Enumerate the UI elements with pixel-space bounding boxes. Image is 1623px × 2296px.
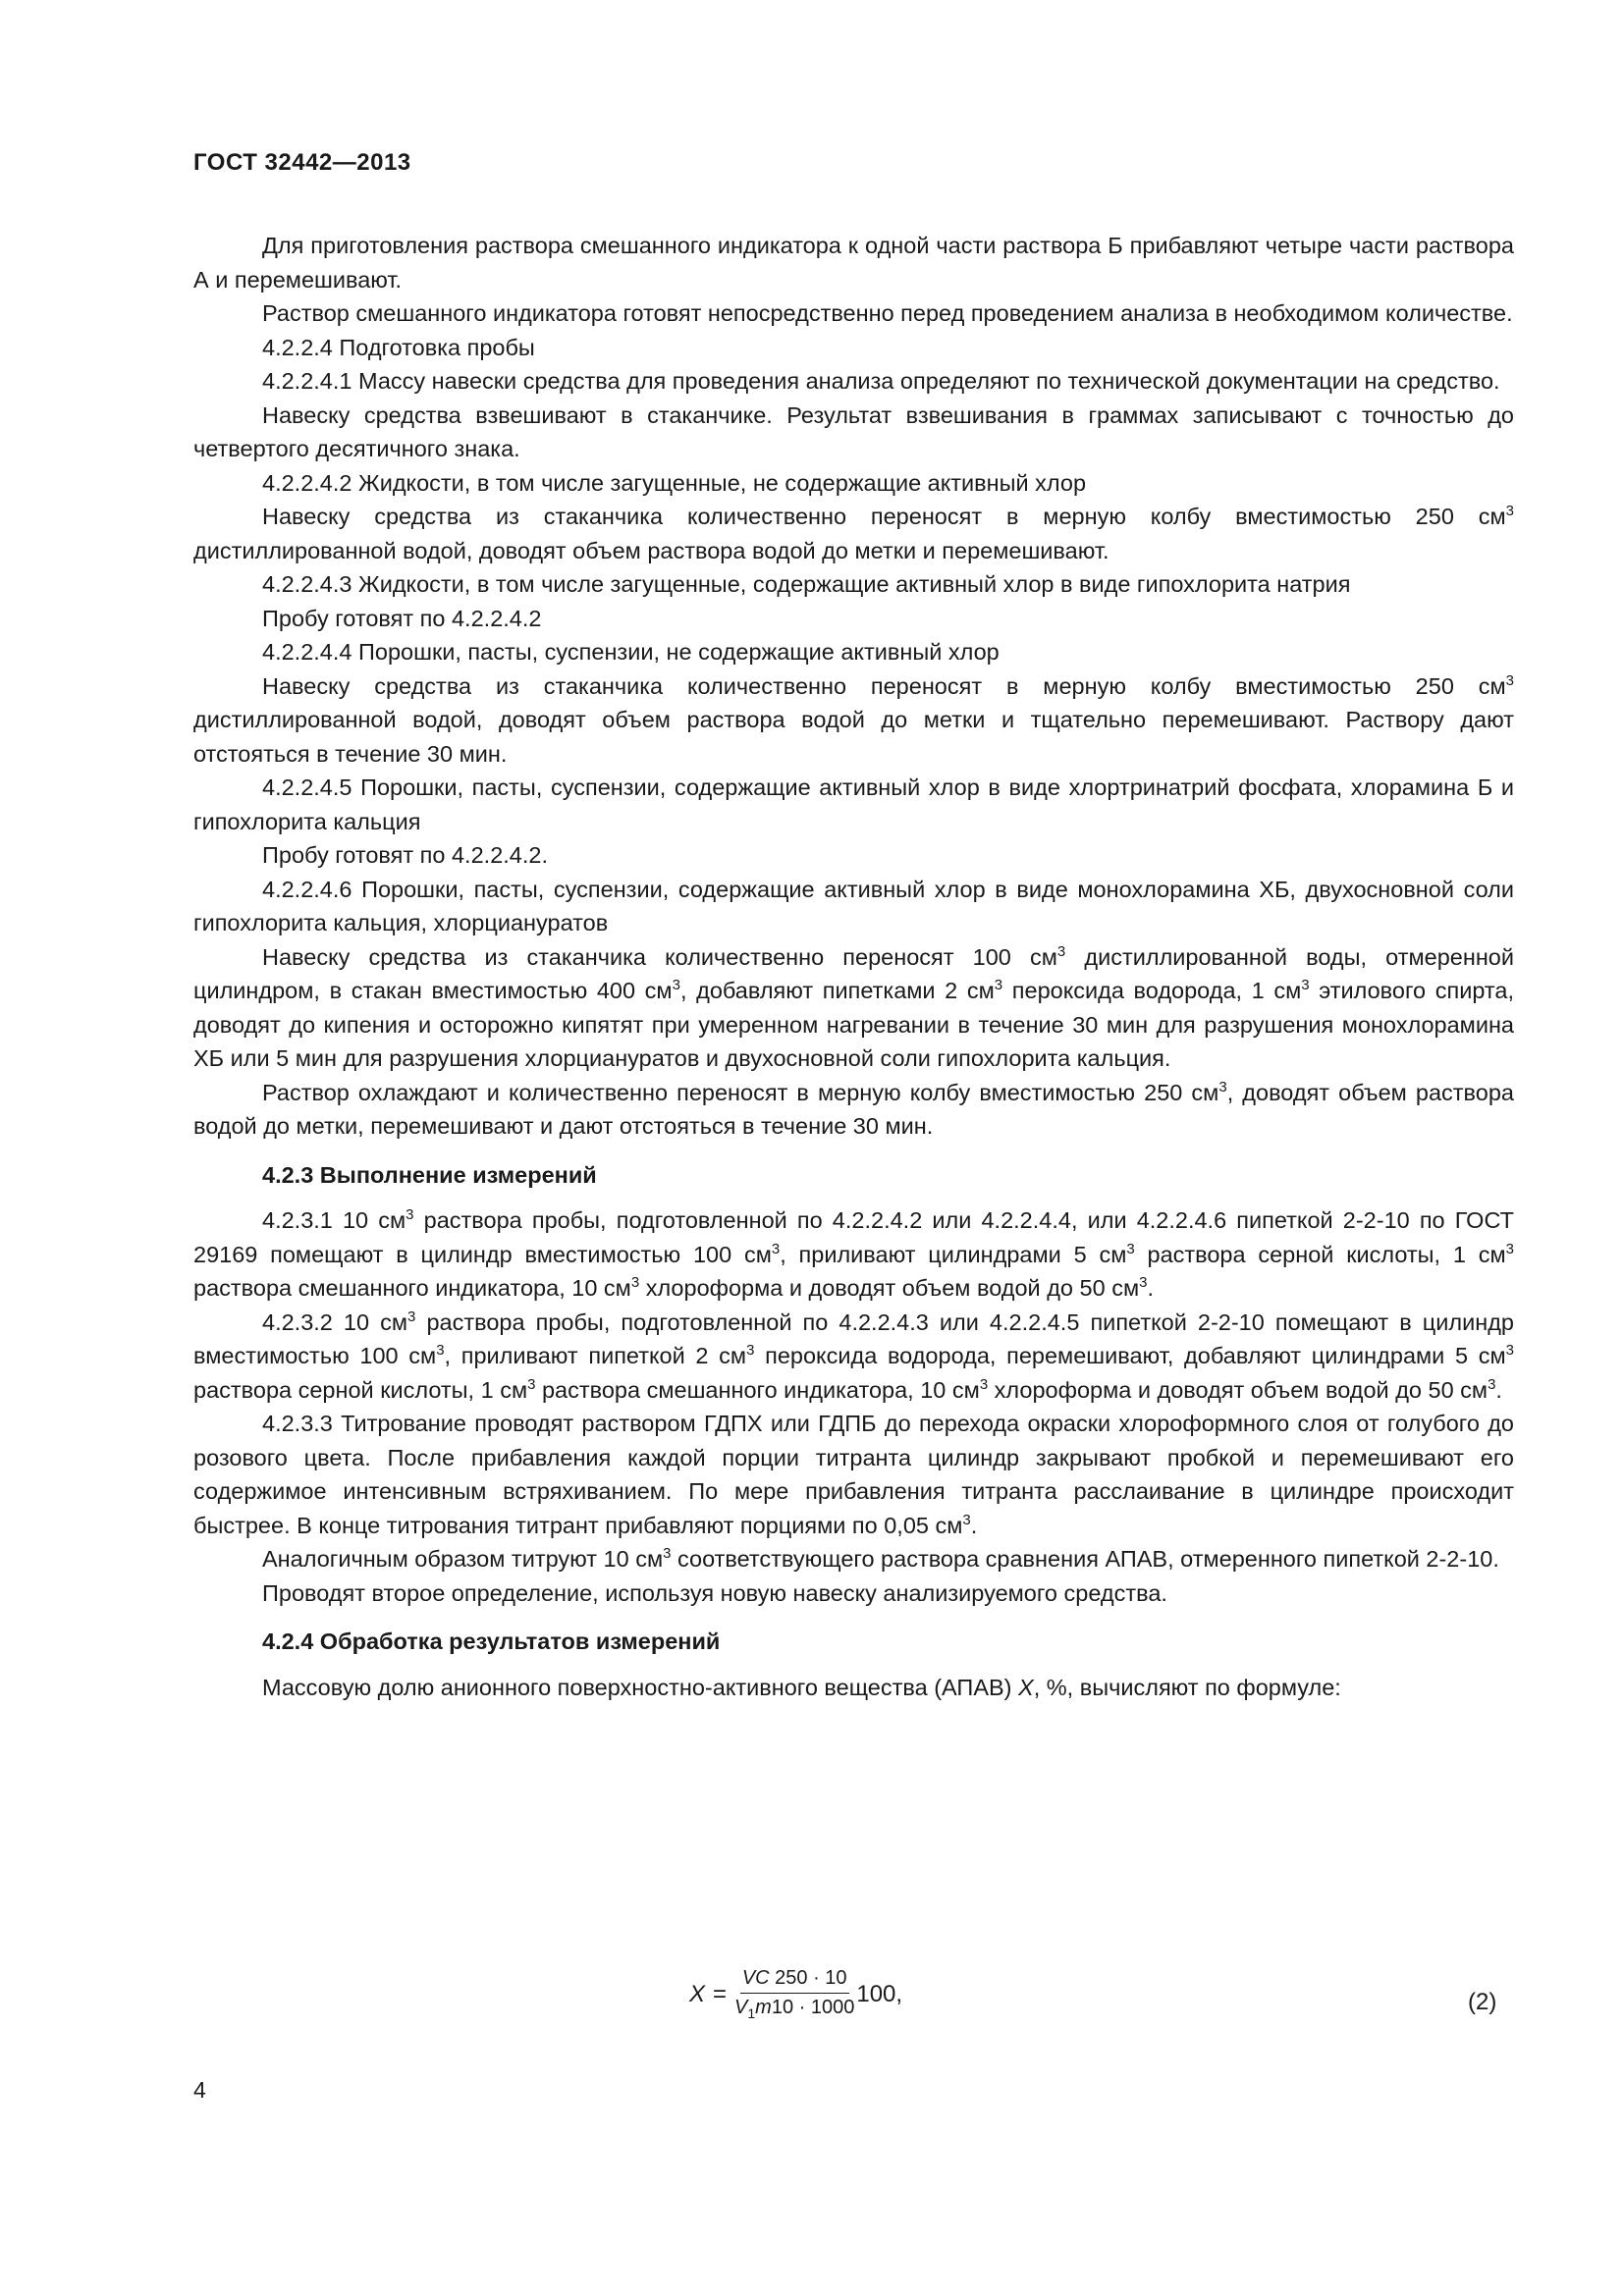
formula-tail: 100,	[856, 1980, 903, 2007]
paragraph: Массовую долю анионного поверхностно-активного вещества (АПАВ) X, %, вычисляют по формуле:	[262, 1674, 1341, 1700]
document-header: ГОСТ 32442—2013	[193, 149, 411, 176]
formula-numerator: VC 250 · 10	[740, 1967, 849, 1994]
paragraph: Навеску средства из стаканчика количественно переносят в мерную колбу вместимостью 250 $см^3$ дистиллированной водой, доводят объем раствора водой до метки и перемешивают.	[193, 503, 1514, 563]
paragraph: Раствор смешанного индикатора готовят непосредственно перед проведением анализа в необходимом количестве.	[262, 300, 1513, 326]
paragraph: Раствор охлаждают и количественно переносят в мерную колбу вместимостью 250 $см^3$, доводят объем раствора водой до метки, перемешивают и дают отстояться в течение 30 мин.	[193, 1078, 1514, 1139]
paragraph: 4.2.3.1 10 $см^3$ раствора пробы, подготовленной по 4.2.2.4.2 или 4.2.2.4.4, или 4.2.2.4.6 пипеткой 2-2-10 по ГОСТ 29169 помещают в цилиндр вместимостью 100 $см^3$, приливают цилиндрами 5 $см^3$ раствора серной кислоты, 1 $см^3$ раствора смешанного индикатора, 10 $см^3$ хлороформа и доводят объем водой до 50 $см^3$.	[193, 1206, 1514, 1301]
paragraph: Навеску средства взвешивают в стаканчике. Результат взвешивания в граммах записывают с точностью до четвертого десятичного знака.	[193, 401, 1514, 461]
paragraph: Навеску средства из стаканчика количественно переносят в мерную колбу вместимостью 250 $см^3$ дистиллированной водой, доводят объем раствора водой до метки и тщательно перемешивают. Раствору дают отстояться в течение 30 мин.	[193, 671, 1514, 767]
formula-number: (2)	[1468, 1989, 1497, 2015]
paragraph: 4.2.2.4.4 Порошки, пасты, суспензии, не содержащие активный хлор	[262, 639, 1000, 665]
paragraph: 4.2.2.4.5 Порошки, пасты, суспензии, содержащие активный хлор в виде хлортринатрий фосфата, хлорамина Б и гипохлорита кальция	[193, 774, 1514, 834]
paragraph: Навеску средства из стаканчика количественно переносят 100 $см^3$ дистиллированной воды, отмеренной цилиндром, в стакан вместимостью 400 $см^3$, добавляют пипетками 2 $см^3$ пероксида водорода, 1 $см^3$ этилового спирта, доводят до кипения и осторожно кипятят при умеренном нагревании в течение 30 мин для разрушения монохлорамина ХБ или 5 мин для разрушения хлорциануратов и двухосновной соли гипохлорита кальция.	[193, 942, 1514, 1071]
paragraph: 4.2.2.4.2 Жидкости, в том числе загущенные, не содержащие активный хлор	[262, 469, 1087, 496]
formula-lhs: X	[689, 1980, 706, 2007]
paragraph: Пробу готовят по 4.2.2.4.2	[262, 605, 542, 631]
section-heading: 4.2.3 Выполнение измерений	[262, 1161, 597, 1188]
paragraph: 4.2.3.3 Титрование проводят раствором ГДПХ или ГДПБ до перехода окраски хлороформного слоя от голубого до розового цвета. После прибавления каждой порции титранта цилиндр закрывают пробкой и перемешивают его содержимое интенсивным встряхиванием. По мере прибавления титранта расслаивание в цилиндре происходит быстрее. В конце титрования титрант прибавляют порциями по 0,05 $см^3$.	[193, 1411, 1514, 1538]
formula-block	[0, 1959, 1623, 2048]
paragraph: 4.2.2.4.6 Порошки, пасты, суспензии, содержащие активный хлор в виде монохлорамина ХБ, двухосновной соли гипохлорита кальция, хлорциануратов	[193, 876, 1514, 935]
document-body	[193, 229, 1514, 1704]
formula-denominator: $V_1m10 \cdot 1000$	[734, 1997, 855, 2021]
page-number: 4	[193, 2077, 206, 2103]
paragraph: Аналогичным образом титруют 10 $см^3$ соответствующего раствора сравнения АПАВ, отмеренного пипеткой 2-2-10.	[262, 1545, 1499, 1572]
paragraph: 4.2.2.4.3 Жидкости, в том числе загущенные, содержащие активный хлор в виде гипохлорита натрия	[262, 571, 1351, 597]
formula-equals: =	[713, 1980, 728, 2007]
formula-fraction	[734, 1967, 854, 2021]
paragraph: 4.2.2.4.1 Массу навески средства для проведения анализа определяют по технической документации на средство.	[262, 368, 1500, 394]
formula	[689, 1967, 902, 2021]
paragraph: Проводят второе определение, используя новую навеску анализируемого средства.	[262, 1579, 1167, 1606]
subsection-heading: 4.2.2.4 Подготовка пробы	[262, 334, 535, 360]
section-heading: 4.2.4 Обработка результатов измерений	[262, 1629, 721, 1654]
paragraph: 4.2.3.2 10 $см^3$ раствора пробы, подготовленной по 4.2.2.4.3 или 4.2.2.4.5 пипеткой 2-2-10 помещают в цилиндр вместимостью 100 $см^3$, приливают пипеткой 2 $см^3$ пероксида водорода, перемешивают, добавляют цилиндрами 5 $см^3$ раствора серной кислоты, 1 $см^3$ раствора смешанного индикатора, 10 $см^3$ хлороформа и доводят объем водой до 50 $см^3$.	[193, 1308, 1514, 1403]
paragraph: Для приготовления раствора смешанного индикатора к одной части раствора Б прибавляют четыре части раствора А и перемешивают.	[193, 233, 1514, 293]
paragraph: Пробу готовят по 4.2.2.4.2.	[262, 842, 548, 868]
